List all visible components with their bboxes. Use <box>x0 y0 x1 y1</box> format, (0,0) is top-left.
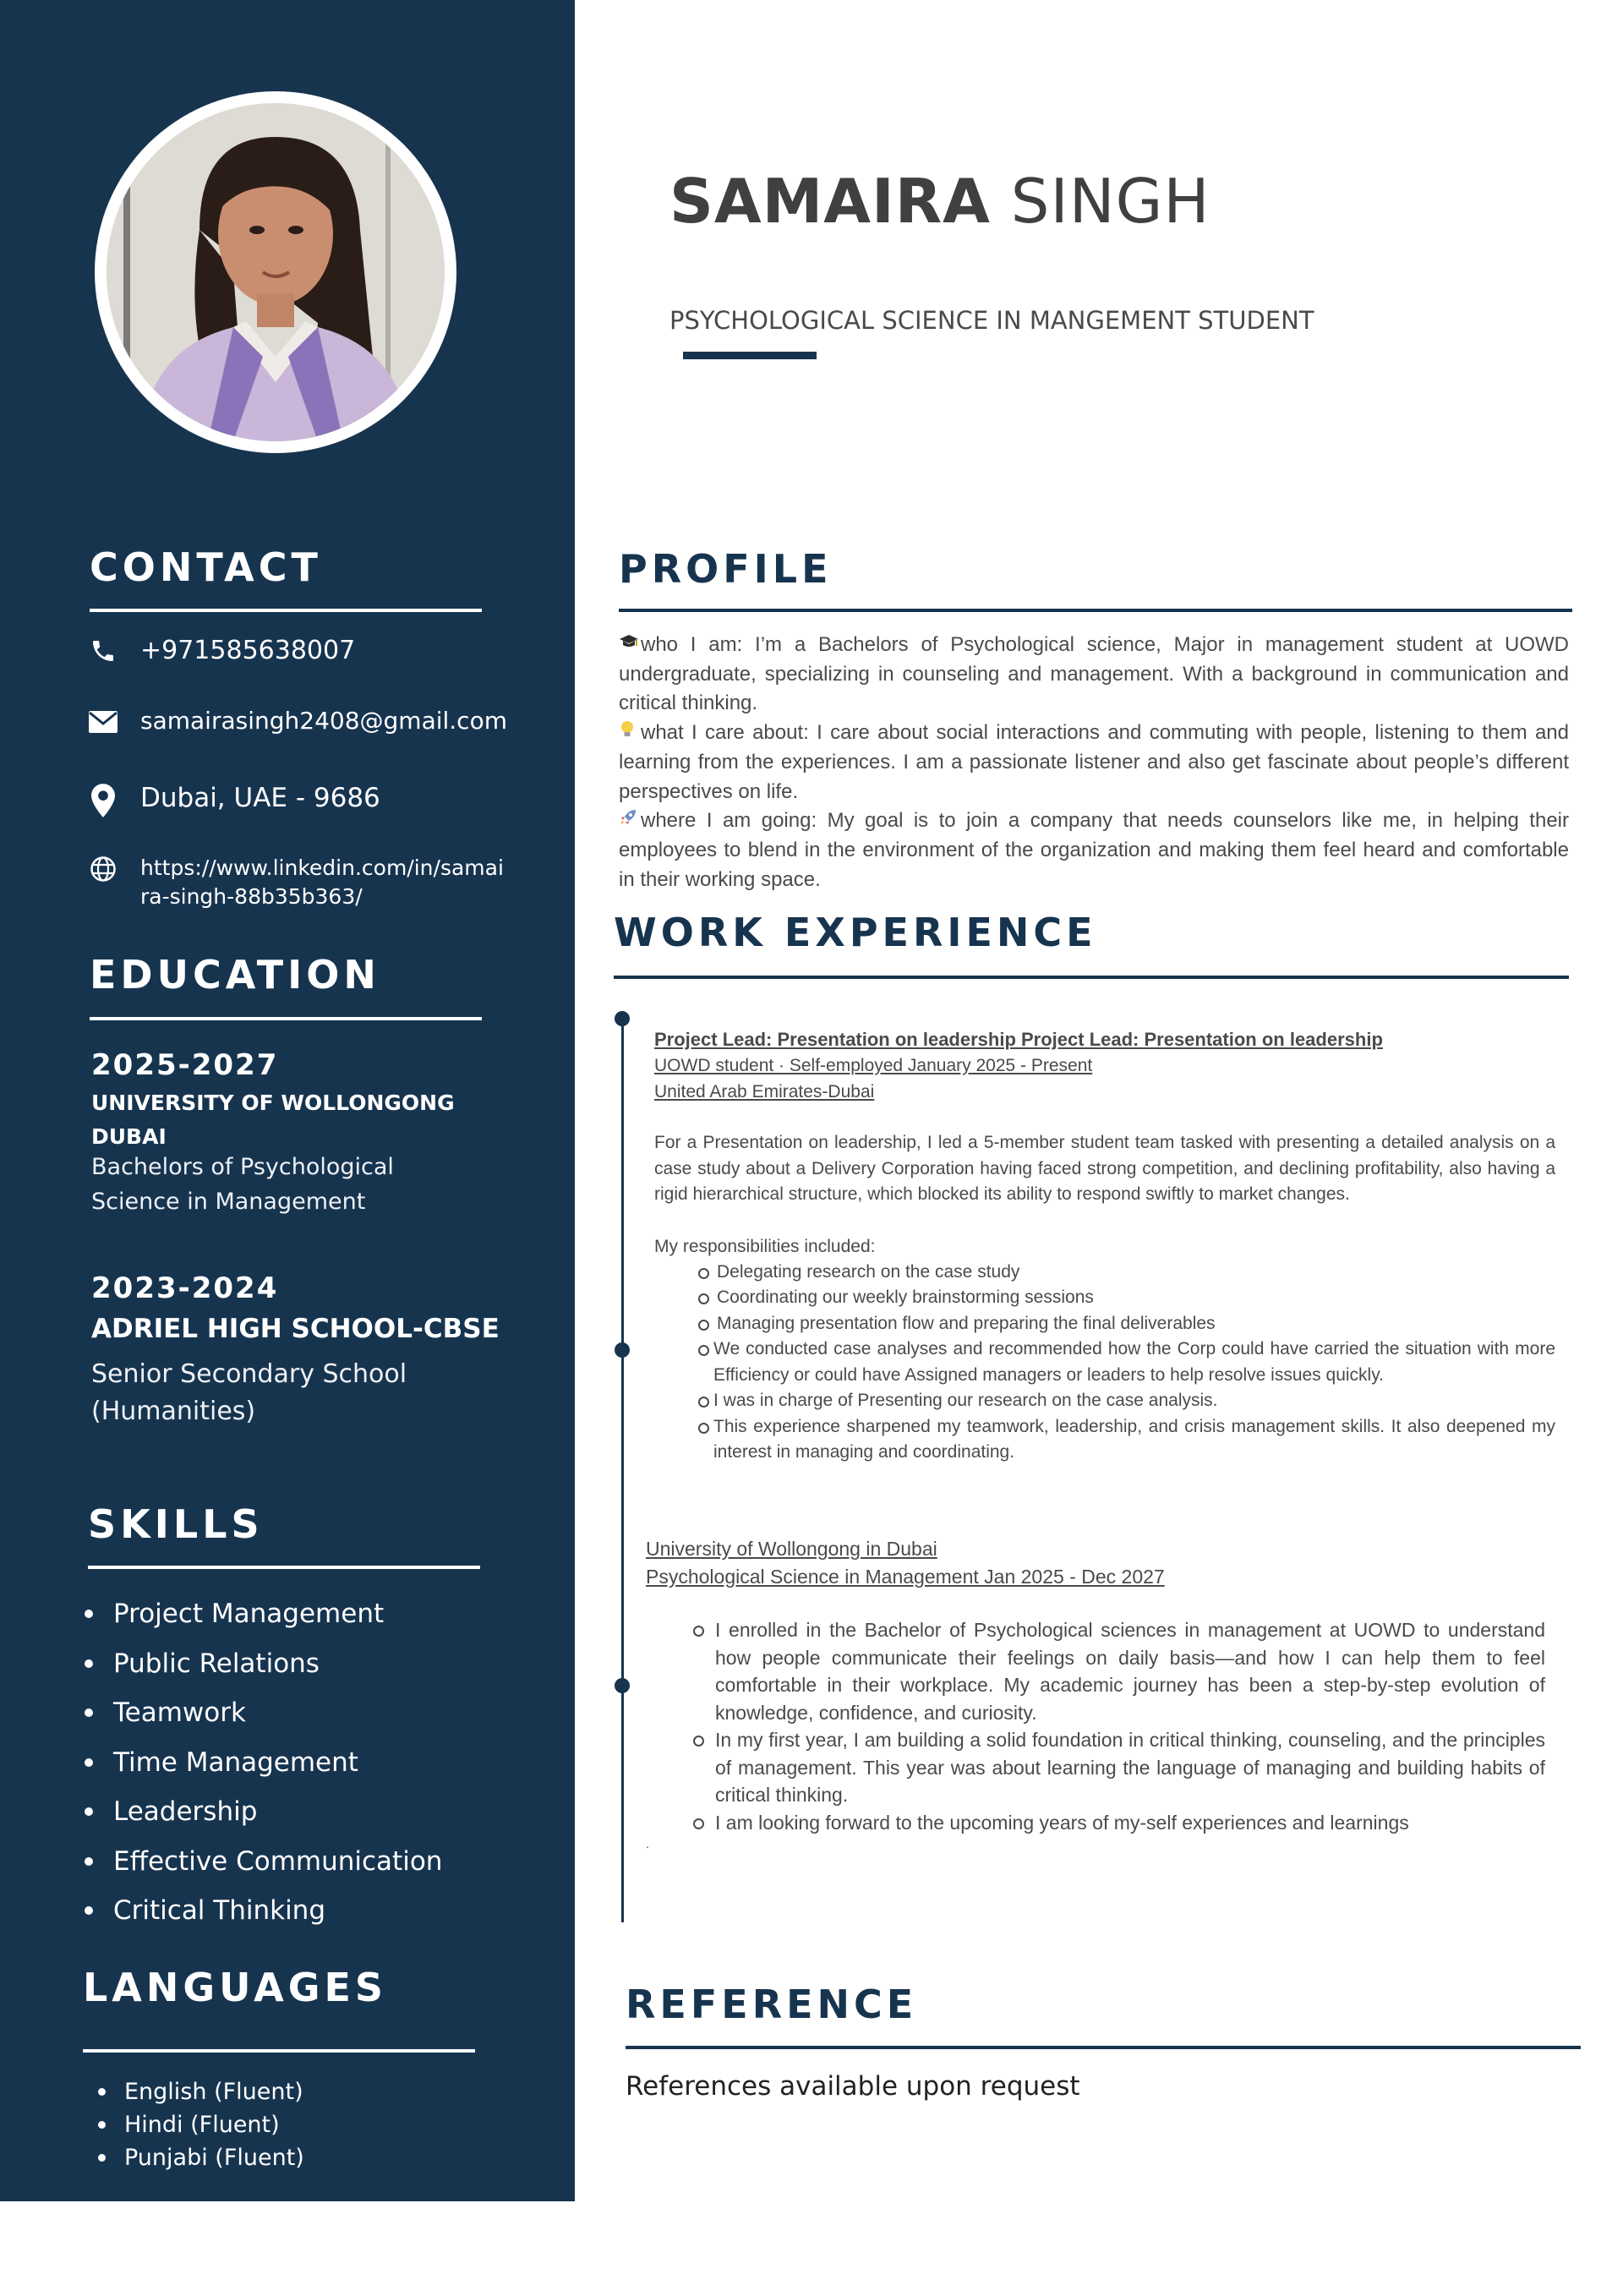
list-item: In my first year, I am building a solid foundation in critical thinking, counseling, and the principles of management. This year was about learning the language of managing and building habits of critical thinking. <box>646 1726 1545 1809</box>
job-entry-1 <box>654 1026 1555 1466</box>
education-degree-1-line1: Bachelors of Psychological <box>91 1154 394 1180</box>
language-item: English (Fluent) <box>98 2075 304 2108</box>
graduation-cap-icon <box>619 631 641 660</box>
skills-heading: SKILLS <box>88 1501 264 1547</box>
timeline-dot <box>615 1342 630 1358</box>
skill-item: Teamwork <box>85 1688 442 1738</box>
first-name: SAMAIRA <box>669 166 991 237</box>
job-2-trailing: . <box>646 1837 649 1850</box>
job-2-details <box>646 1616 1545 1836</box>
education-school-1-line1: UNIVERSITY OF WOLLONGONG <box>91 1091 455 1115</box>
profile-text <box>619 631 1569 894</box>
list-item: I enrolled in the Bachelor of Psychological sciences in management at UOWD to understand how people communicate their feelings on daily basis—and how I can help them to feel comfortable in their workplace. My academic journey has been a step-by-step evolution of knowledge, confidence, and curiosity. <box>646 1616 1545 1726</box>
list-item: This experience sharpened my teamwork, leadership, and crisis management skills. It also deepened my interest in managing and coordinating. <box>654 1414 1555 1466</box>
email-icon <box>88 707 118 737</box>
job-2-program: Psychological Science in Management Jan 2025 - Dec 2027 <box>646 1566 1165 1588</box>
education-degree-2-line1: Senior Secondary School <box>91 1359 407 1389</box>
education-divider <box>90 1017 482 1020</box>
list-item: Managing presentation flow and preparing the final deliverables <box>654 1311 1555 1337</box>
skills-list <box>85 1589 442 1936</box>
job-1-responsibilities-label: My responsibilities included: <box>654 1236 876 1256</box>
list-item: Delegating research on the case study <box>654 1260 1555 1286</box>
lightbulb-icon <box>619 719 641 748</box>
timeline-line <box>621 1014 624 1922</box>
list-item: I was in charge of Presenting our research on the case analysis. <box>654 1388 1555 1414</box>
contact-location <box>88 783 380 818</box>
education-degree-2-line2: (Humanities) <box>91 1397 256 1426</box>
job-1-description: For a Presentation on leadership, I led a 5-member student team tasked with presenting a detailed analysis on a case study about a Delivery Corporation having faced strong competition, and declining profitability, also having a rigid hierarchical structure, which blocked its ability to respond swiftly to market changes. <box>654 1133 1555 1204</box>
work-experience-divider <box>614 976 1569 979</box>
education-years-2: 2023-2024 <box>91 1271 279 1305</box>
education-school-1-line2: DUBAI <box>91 1124 167 1149</box>
email-address[interactable]: samairasingh2408@gmail.com <box>140 707 507 735</box>
job-entry-2 <box>646 1535 1545 1851</box>
timeline-dot <box>615 1011 630 1026</box>
education-heading: EDUCATION <box>90 952 380 998</box>
subtitle-accent-bar <box>683 352 817 359</box>
profile-who: who I am: I’m a Bachelors of Psychological science, Major in management student at UOWD undergraduate, specializing in counseling and management. With a background in communication and critical thinking. <box>619 631 1569 719</box>
skill-item: Public Relations <box>85 1639 442 1689</box>
rocket-icon <box>619 806 641 836</box>
skills-divider <box>88 1566 480 1569</box>
skill-item: Effective Communication <box>85 1837 442 1887</box>
job-subtitle: PSYCHOLOGICAL SCIENCE IN MANGEMENT STUDENT <box>669 306 1314 335</box>
contact-phone <box>88 636 355 666</box>
timeline-dot <box>615 1678 630 1693</box>
profile-photo <box>95 91 456 453</box>
language-item: Hindi (Fluent) <box>98 2108 304 2141</box>
location-text: Dubai, UAE - 9686 <box>140 783 380 813</box>
list-item: Coordinating our weekly brainstorming sessions <box>654 1285 1555 1311</box>
education-degree-1-line2: Science in Management <box>91 1189 366 1215</box>
job-1-responsibilities <box>654 1260 1555 1466</box>
languages-heading: LANGUAGES <box>83 1965 388 2010</box>
location-pin-icon <box>88 783 118 818</box>
avatar <box>107 103 445 441</box>
work-experience-heading: WORK EXPERIENCE <box>614 910 1097 955</box>
job-1-title: Project Lead: Presentation on leadership Project Lead: Presentation on leadership <box>654 1029 1383 1050</box>
profile-divider <box>619 609 1572 612</box>
globe-icon <box>88 854 118 884</box>
phone-icon <box>88 636 118 666</box>
phone-number[interactable]: +971585638007 <box>140 636 356 665</box>
full-name <box>669 166 1210 237</box>
linkedin-url[interactable]: https://www.linkedin.com/in/samaira-singh-88b35b363/ <box>140 856 504 909</box>
profile-care: what I care about: I care about social interactions and commuting with people, listening to them and learning from the experiences. I am a passionate listener and also get fascinate about people’s different perspectives on life. <box>619 719 1569 806</box>
skill-item: Time Management <box>85 1738 442 1788</box>
education-years-1: 2025-2027 <box>91 1048 279 1082</box>
profile-going: where I am going: My goal is to join a company that needs counselors like me, in helping their employees to blend in the environment of the organization and making them feel heard and comfortable in their working space. <box>619 806 1569 894</box>
sidebar <box>0 0 575 2201</box>
language-item: Punjabi (Fluent) <box>98 2141 304 2174</box>
reference-heading: REFERENCE <box>626 1982 918 2027</box>
last-name: SINGH <box>1010 166 1210 237</box>
portrait-illustration <box>107 103 445 441</box>
reference-divider <box>626 2046 1581 2049</box>
contact-heading: CONTACT <box>90 544 322 590</box>
education-school-2: ADRIEL HIGH SCHOOL-CBSE <box>91 1314 500 1344</box>
skill-item: Leadership <box>85 1787 442 1837</box>
contact-divider <box>90 609 482 612</box>
languages-list <box>98 2075 304 2174</box>
profile-heading: PROFILE <box>619 546 833 592</box>
reference-text: References available upon request <box>626 2071 1080 2102</box>
list-item: We conducted case analyses and recommended how the Corp could have carried the situation with more Efficiency or could have Assigned managers or leaders to help resolve issues quickly. <box>654 1337 1555 1388</box>
skill-item: Project Management <box>85 1589 442 1639</box>
job-2-org: University of Wollongong in Dubai <box>646 1538 937 1560</box>
list-item: I am looking forward to the upcoming years of my-self experiences and learnings <box>646 1809 1545 1837</box>
job-1-org: UOWD student · Self-employed January 2025 - Present <box>654 1056 1093 1075</box>
languages-divider <box>83 2049 475 2053</box>
contact-email <box>88 707 507 737</box>
skill-item: Critical Thinking <box>85 1886 442 1936</box>
contact-linkedin <box>88 854 512 911</box>
job-1-location: United Arab Emirates-Dubai <box>654 1082 875 1102</box>
